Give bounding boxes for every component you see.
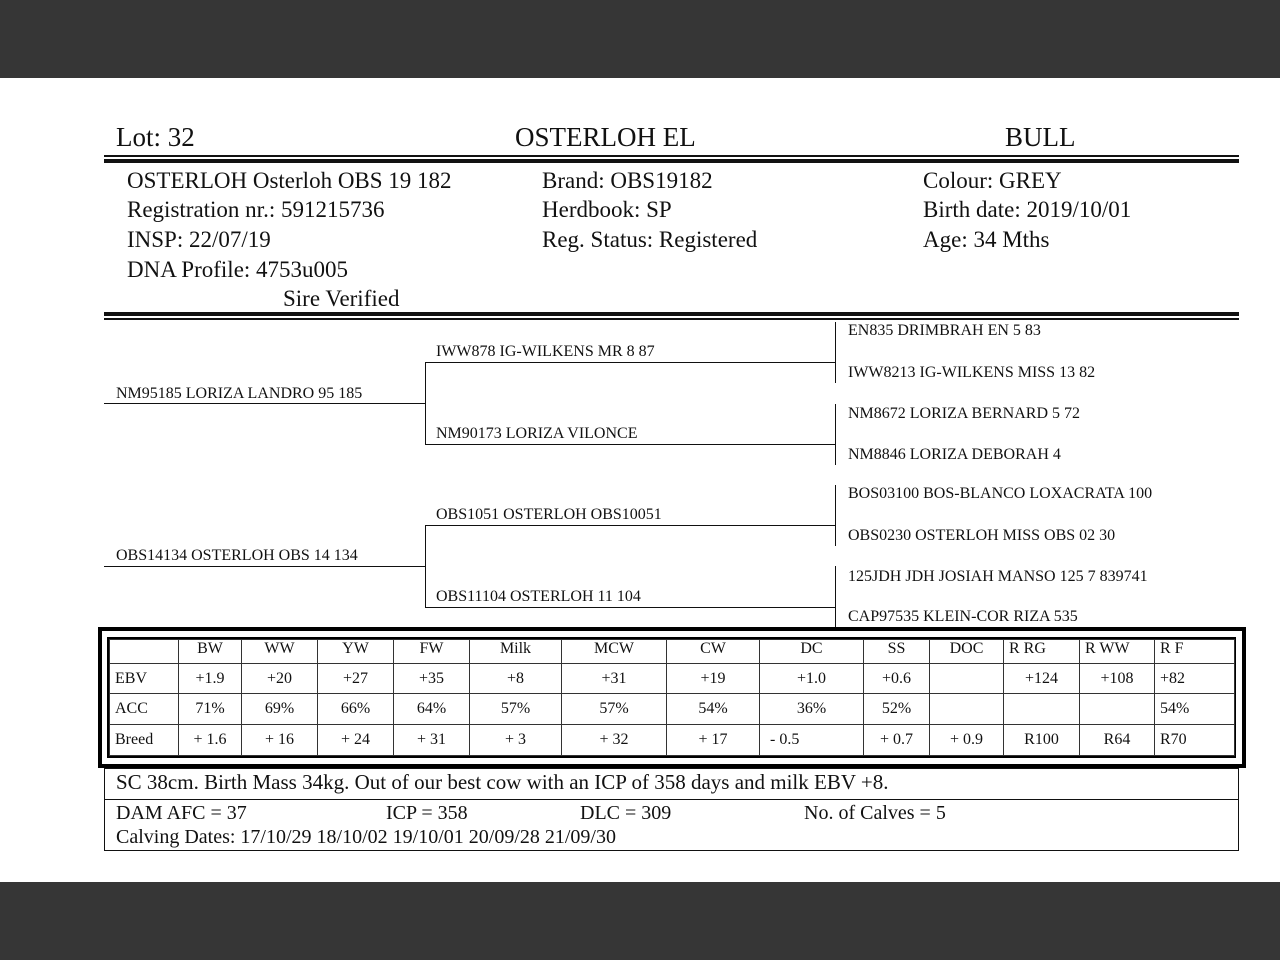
reg-status: Reg. Status: Registered xyxy=(542,227,758,252)
brand: Brand: OBS19182 xyxy=(542,168,713,193)
ebv-cell: + 16 xyxy=(242,725,318,756)
info-rule-thick xyxy=(104,312,1239,316)
sire-line xyxy=(104,403,426,404)
sire-connector xyxy=(425,362,426,444)
ebv-cell: +35 xyxy=(394,663,470,694)
great-grandparent-8: CAP97535 KLEIN-COR RIZA 535 xyxy=(848,608,1078,625)
ebv-cell: +1.9 xyxy=(179,663,242,694)
ggp-connector-4 xyxy=(835,566,836,627)
ebv-cell: + 3 xyxy=(470,725,562,756)
gp1-line xyxy=(425,362,836,363)
ebv-cell: +8 xyxy=(470,663,562,694)
comment: SC 38cm. Birth Mass 34kg. Out of our best cow with an ICP of 358 days and milk EBV +8. xyxy=(116,770,889,794)
header-rule-thin xyxy=(104,155,1239,157)
ebv-cell: 66% xyxy=(318,694,394,725)
ggp-connector-2 xyxy=(835,404,836,465)
ebv-cell: + 0.9 xyxy=(930,725,1004,756)
gp2-line xyxy=(425,444,836,445)
ebv-col-header: MCW xyxy=(562,640,667,664)
great-grandparent-7: 125JDH JDH JOSIAH MANSO 125 7 839741 xyxy=(848,568,1148,585)
ebv-col-header: YW xyxy=(318,640,394,664)
ebv-cell: + 0.7 xyxy=(864,725,930,756)
insp-date: INSP: 22/07/19 xyxy=(127,227,271,252)
row-label: ACC xyxy=(110,694,179,725)
ebv-cell: +82 xyxy=(1155,663,1235,694)
ebv-cell: +108 xyxy=(1080,663,1155,694)
icp: ICP = 358 xyxy=(386,802,468,824)
ebv-cell xyxy=(930,663,1004,694)
ebv-cell: +1.0 xyxy=(760,663,864,694)
great-grandparent-2: IWW8213 IG-WILKENS MISS 13 82 xyxy=(848,364,1096,381)
ebv-cell: R70 xyxy=(1155,725,1235,756)
ebv-col-header: Milk xyxy=(470,640,562,664)
ebv-cell: 64% xyxy=(394,694,470,725)
ebv-cell: + 31 xyxy=(394,725,470,756)
gp4-line xyxy=(425,607,836,608)
age: Age: 34 Mths xyxy=(923,227,1050,252)
ebv-col-header xyxy=(110,640,179,664)
registration-number: Registration nr.: 591215736 xyxy=(127,197,385,222)
dna-profile: DNA Profile: 4753u005 xyxy=(127,257,349,282)
ebv-cell: 54% xyxy=(667,694,760,725)
number-of-calves: No. of Calves = 5 xyxy=(804,802,946,824)
ebv-row-breed xyxy=(110,725,1235,756)
notes-divider xyxy=(104,799,1239,800)
dam-line xyxy=(104,566,426,567)
ebv-cell: + 1.6 xyxy=(179,725,242,756)
ebv-cell: +0.6 xyxy=(864,663,930,694)
ebv-row-ebv xyxy=(110,663,1235,694)
ebv-col-header: SS xyxy=(864,640,930,664)
dam-name: OBS14134 OSTERLOH OBS 14 134 xyxy=(116,547,358,564)
ebv-cell: R100 xyxy=(1004,725,1080,756)
ebv-cell: + 32 xyxy=(562,725,667,756)
row-label: Breed xyxy=(110,725,179,756)
ebv-table xyxy=(109,639,1235,756)
ebv-cell xyxy=(1080,694,1155,725)
sire-name: NM95185 LORIZA LANDRO 95 185 xyxy=(116,385,363,402)
ebv-cell: +31 xyxy=(562,663,667,694)
herdbook: Herdbook: SP xyxy=(542,197,672,222)
ebv-cell xyxy=(1004,694,1080,725)
bottom-dark-bar xyxy=(0,882,1280,960)
ebv-cell xyxy=(930,694,1004,725)
ebv-cell: 69% xyxy=(242,694,318,725)
animal-name: OSTERLOH EL xyxy=(515,122,696,152)
ebv-cell: + 24 xyxy=(318,725,394,756)
ebv-cell: 52% xyxy=(864,694,930,725)
ebv-cell: +27 xyxy=(318,663,394,694)
calving-dates: Calving Dates: 17/10/29 18/10/02 19/10/01 20/09/28 21/09/30 xyxy=(116,826,616,848)
ebv-col-header: FW xyxy=(394,640,470,664)
grandparent-3: OBS1051 OSTERLOH OBS10051 xyxy=(436,506,662,523)
grandparent-4: OBS11104 OSTERLOH 11 104 xyxy=(436,588,641,605)
ebv-col-header: R F xyxy=(1155,640,1235,664)
ebv-col-header: BW xyxy=(179,640,242,664)
ebv-cell: + 17 xyxy=(667,725,760,756)
ebv-cell: 54% xyxy=(1155,694,1235,725)
full-name: OSTERLOH Osterloh OBS 19 182 xyxy=(127,168,452,193)
ebv-header-row xyxy=(110,640,1235,664)
birth-date: Birth date: 2019/10/01 xyxy=(923,197,1132,222)
grandparent-2: NM90173 LORIZA VILONCE xyxy=(436,425,638,442)
great-grandparent-5: BOS03100 BOS-BLANCO LOXACRATA 100 xyxy=(848,485,1153,502)
ebv-col-header: R WW xyxy=(1080,640,1155,664)
header-rule-thick xyxy=(104,159,1239,163)
ebv-cell: 36% xyxy=(760,694,864,725)
great-grandparent-3: NM8672 LORIZA BERNARD 5 72 xyxy=(848,405,1081,422)
info-rule-thin xyxy=(104,318,1239,320)
top-dark-bar xyxy=(0,0,1280,78)
great-grandparent-6: OBS0230 OSTERLOH MISS OBS 02 30 xyxy=(848,527,1116,544)
ebv-col-header: DC xyxy=(760,640,864,664)
ebv-cell: - 0.5 xyxy=(760,725,864,756)
ebv-cell: +124 xyxy=(1004,663,1080,694)
row-label: EBV xyxy=(110,663,179,694)
ebv-cell: +20 xyxy=(242,663,318,694)
colour: Colour: GREY xyxy=(923,168,1062,193)
ebv-cell: 57% xyxy=(470,694,562,725)
lot-number: Lot: 32 xyxy=(116,122,195,152)
ebv-col-header: DOC xyxy=(930,640,1004,664)
ebv-row-acc xyxy=(110,694,1235,725)
sire-verified: Sire Verified xyxy=(283,286,400,311)
ebv-col-header: WW xyxy=(242,640,318,664)
ebv-cell: 57% xyxy=(562,694,667,725)
grandparent-1: IWW878 IG-WILKENS MR 8 87 xyxy=(436,343,655,360)
animal-sex: BULL xyxy=(1005,122,1076,152)
dlc: DLC = 309 xyxy=(580,802,672,824)
ebv-col-header: CW xyxy=(667,640,760,664)
ggp-connector-1 xyxy=(835,322,836,383)
ebv-col-header: R RG xyxy=(1004,640,1080,664)
great-grandparent-1: EN835 DRIMBRAH EN 5 83 xyxy=(848,322,1041,339)
gp3-line xyxy=(425,525,836,526)
dam-connector xyxy=(425,525,426,607)
dam-afc: DAM AFC = 37 xyxy=(116,802,247,824)
ggp-connector-3 xyxy=(835,485,836,546)
ebv-cell: +19 xyxy=(667,663,760,694)
ebv-cell: R64 xyxy=(1080,725,1155,756)
great-grandparent-4: NM8846 LORIZA DEBORAH 4 xyxy=(848,446,1061,463)
ebv-cell: 71% xyxy=(179,694,242,725)
